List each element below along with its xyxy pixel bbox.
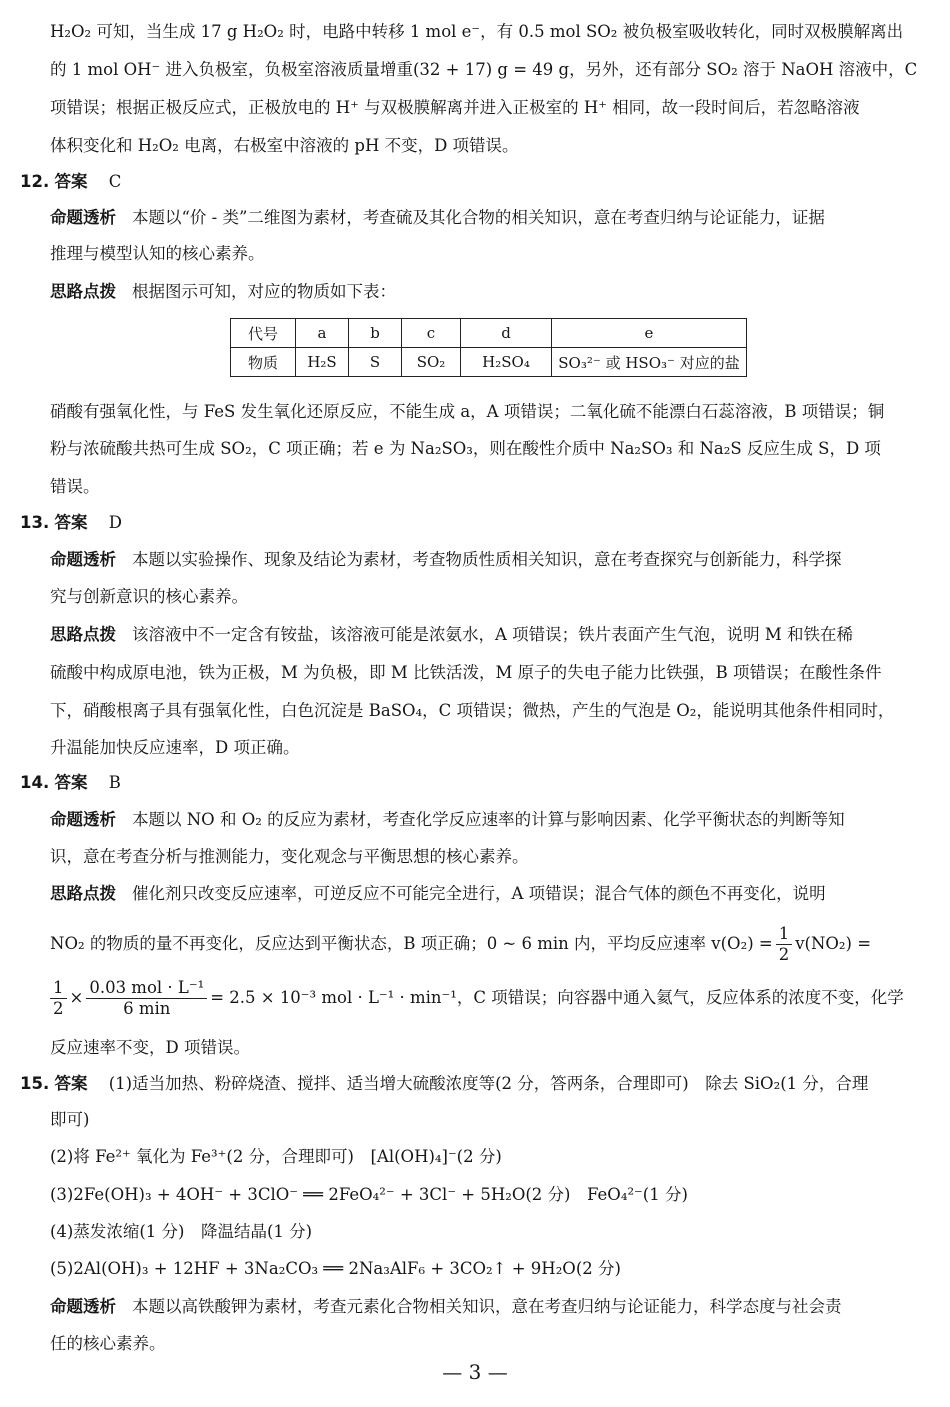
table-cell: b [349, 319, 402, 348]
intro-line-1: H₂O₂ 可知，当生成 17 g H₂O₂ 时，电路中转移 1 mol e⁻，有 0.5 mol SO₂ 被负极室吸收转化，同时双极膜解离出 [50, 22, 904, 41]
q15-analysis-line-2: 任的核心素养。 [50, 1334, 166, 1353]
q15-number: 15. [20, 1074, 50, 1093]
table-header-substance: 物质 [231, 348, 296, 377]
q15-answer-row [20, 1072, 930, 1096]
fraction-half [776, 924, 793, 965]
q12-after-line-2: 粉与浓硫酸共热可生成 SO₂，C 项正确；若 e 为 Na₂SO₃，则在酸性介质中 Na₂SO₃ 和 Na₂S 反应生成 S，D 项 [50, 439, 881, 458]
q15-answer-line-4: (4)蒸发浓缩(1 分) 降温结晶(1 分) [50, 1222, 313, 1241]
times-sign: × [69, 988, 84, 1007]
q13-answer-label: 答案 [54, 513, 88, 532]
fraction-numerator: 0.03 mol · L⁻¹ [86, 978, 207, 999]
q14-hint-label: 思路点拨 [50, 884, 116, 903]
fraction-rate [86, 978, 207, 1019]
q15-answer-line-1b: 即可) [50, 1110, 90, 1129]
table-cell: c [402, 319, 461, 348]
q12-number: 12. [20, 172, 50, 191]
fraction-denominator: 6 min [123, 998, 171, 1018]
q12-hint-line [50, 280, 930, 304]
q12-after-line-3: 错误。 [50, 477, 100, 496]
q12-hint-text: 根据图示可知，对应的物质如下表： [132, 282, 396, 301]
table-cell: H₂S [296, 348, 349, 377]
q15-answer-line-5: (5)2Al(OH)₃ + 12HF + 3Na₂CO₃ ══ 2Na₃AlF₆ + 3CO₂↑ + 9H₂O(2 分) [50, 1259, 621, 1278]
table-cell: SO₂ [402, 348, 461, 377]
q13-answer-value: D [108, 513, 122, 532]
q14-hint-line-1 [50, 882, 930, 906]
q12-substance-table [230, 318, 747, 377]
q12-hint-label: 思路点拨 [50, 282, 116, 301]
q14-analysis-label: 命题透析 [50, 810, 116, 829]
q14-hint-line-3 [50, 976, 930, 1020]
q15-analysis-line-1 [50, 1295, 930, 1319]
q12-after-line-1: 硝酸有强氧化性，与 FeS 发生氧化还原反应，不能生成 a，A 项错误；二氧化硫不能漂白石蕊溶液，B 项错误；铜 [50, 402, 885, 421]
q13-hint-label: 思路点拨 [50, 625, 116, 644]
q12-answer-label: 答案 [54, 172, 88, 191]
q12-analysis-text-1: 本题以“价 - 类”二维图为素材，考查硫及其化合物的相关知识，意在考查归纳与论证能力，证据 [132, 208, 825, 227]
q13-analysis-line-2: 究与创新意识的核心素养。 [50, 587, 248, 606]
q13-number: 13. [20, 513, 50, 532]
q13-analysis-label: 命题透析 [50, 550, 116, 569]
q14-hint-text-2b: v(NO₂) = [795, 934, 872, 953]
table-header-code: 代号 [231, 319, 296, 348]
q12-answer-value: C [108, 172, 122, 191]
table-cell: S [349, 348, 402, 377]
q14-answer-row [20, 771, 900, 795]
fraction-numerator: 1 [776, 924, 793, 945]
table-row [231, 319, 747, 348]
q14-number: 14. [20, 773, 50, 792]
q14-analysis-line-1 [50, 808, 930, 832]
table-cell: SO₃²⁻ 或 HSO₃⁻ 对应的盐 [552, 348, 747, 377]
q14-answer-value: B [108, 773, 121, 792]
q13-answer-row [20, 511, 900, 535]
fraction-numerator: 1 [50, 978, 67, 999]
q15-answer-line-1: (1)适当加热、粉碎烧渣、搅拌、适当增大硫酸浓度等(2 分，答两条，合理即可) 除去 SiO₂(1 分，合理 [108, 1074, 869, 1093]
table-row [231, 348, 747, 377]
q12-analysis-label: 命题透析 [50, 208, 116, 227]
q13-hint-line-3: 下，硝酸根离子具有强氧化性，白色沉淀是 BaSO₄，C 项错误；微热，产生的气泡是 O₂，能说明其他条件相同时， [50, 701, 895, 720]
q15-answer-label: 答案 [54, 1074, 88, 1093]
q12-analysis-line-1 [50, 206, 930, 230]
q14-analysis-text-1: 本题以 NO 和 O₂ 的反应为素材，考查化学反应速率的计算与影响因素、化学平衡状态的判断等知 [132, 810, 845, 829]
q13-analysis-text-1: 本题以实验操作、现象及结论为素材，考查物质性质相关知识，意在考查探究与创新能力，科学探 [132, 550, 842, 569]
intro-line-2: 的 1 mol OH⁻ 进入负极室，负极室溶液质量增重(32 + 17) g = 49 g，另外，还有部分 SO₂ 溶于 NaOH 溶液中，C [50, 60, 918, 79]
intro-line-4: 体积变化和 H₂O₂ 电离，右极室中溶液的 pH 不变，D 项错误。 [50, 136, 519, 155]
fraction-denominator: 2 [778, 944, 790, 964]
table-cell: H₂SO₄ [461, 348, 552, 377]
q13-hint-line-1 [50, 623, 930, 647]
table-cell: d [461, 319, 552, 348]
q13-hint-text-1: 该溶液中不一定含有铵盐，该溶液可能是浓氨水，A 项错误；铁片表面产生气泡，说明 M 和铁在稀 [132, 625, 854, 644]
q15-answer-line-3: (3)2Fe(OH)₃ + 4OH⁻ + 3ClO⁻ ══ 2FeO₄²⁻ + 3Cl⁻ + 5H₂O(2 分) FeO₄²⁻(1 分) [50, 1185, 688, 1204]
fraction-half-2 [50, 978, 67, 1019]
q14-hint-text-2: NO₂ 的物质的量不再变化，反应达到平衡状态，B 项正确；0 ~ 6 min 内，平均反应速率 v(O₂) = [50, 934, 773, 953]
table-cell: a [296, 319, 349, 348]
q14-hint-line-4: 反应速率不变，D 项错误。 [50, 1038, 250, 1057]
fraction-denominator: 2 [53, 998, 64, 1018]
intro-line-3: 项错误；根据正极反应式，正极放电的 H⁺ 与双极膜解离并进入正极室的 H⁺ 相同，故一段时间后，若忽略溶液 [50, 98, 860, 117]
q14-hint-text-3: = 2.5 × 10⁻³ mol · L⁻¹ · min⁻¹，C 项错误；向容器中通入氦气，反应体系的浓度不变，化学 [210, 988, 904, 1007]
page-number: — 3 — [442, 1360, 508, 1384]
q14-answer-label: 答案 [54, 773, 88, 792]
q12-analysis-line-2: 推理与模型认知的核心素养。 [50, 244, 265, 263]
q13-hint-line-4: 升温能加快反应速率，D 项正确。 [50, 738, 300, 757]
q14-hint-line-2 [50, 922, 930, 966]
q14-hint-text-1: 催化剂只改变反应速率，可逆反应不可能完全进行，A 项错误；混合气体的颜色不再变化，说明 [132, 884, 826, 903]
q15-analysis-label: 命题透析 [50, 1297, 116, 1316]
q14-analysis-line-2: 识，意在考查分析与推测能力，变化观念与平衡思想的核心素养。 [50, 847, 529, 866]
q13-hint-line-2: 硫酸中构成原电池，铁为正极，M 为负极，即 M 比铁活泼，M 原子的失电子能力比铁强，B 项错误；在酸性条件 [50, 663, 882, 682]
q15-answer-line-2: (2)将 Fe²⁺ 氧化为 Fe³⁺(2 分，合理即可) [Al(OH)₄]⁻(2 分) [50, 1147, 502, 1166]
q12-answer-row [20, 170, 900, 194]
q13-analysis-line-1 [50, 548, 930, 572]
table-cell: e [552, 319, 747, 348]
q15-analysis-text-1: 本题以高铁酸钾为素材，考查元素化合物相关知识，意在考查归纳与论证能力，科学态度与社会责 [132, 1297, 842, 1316]
